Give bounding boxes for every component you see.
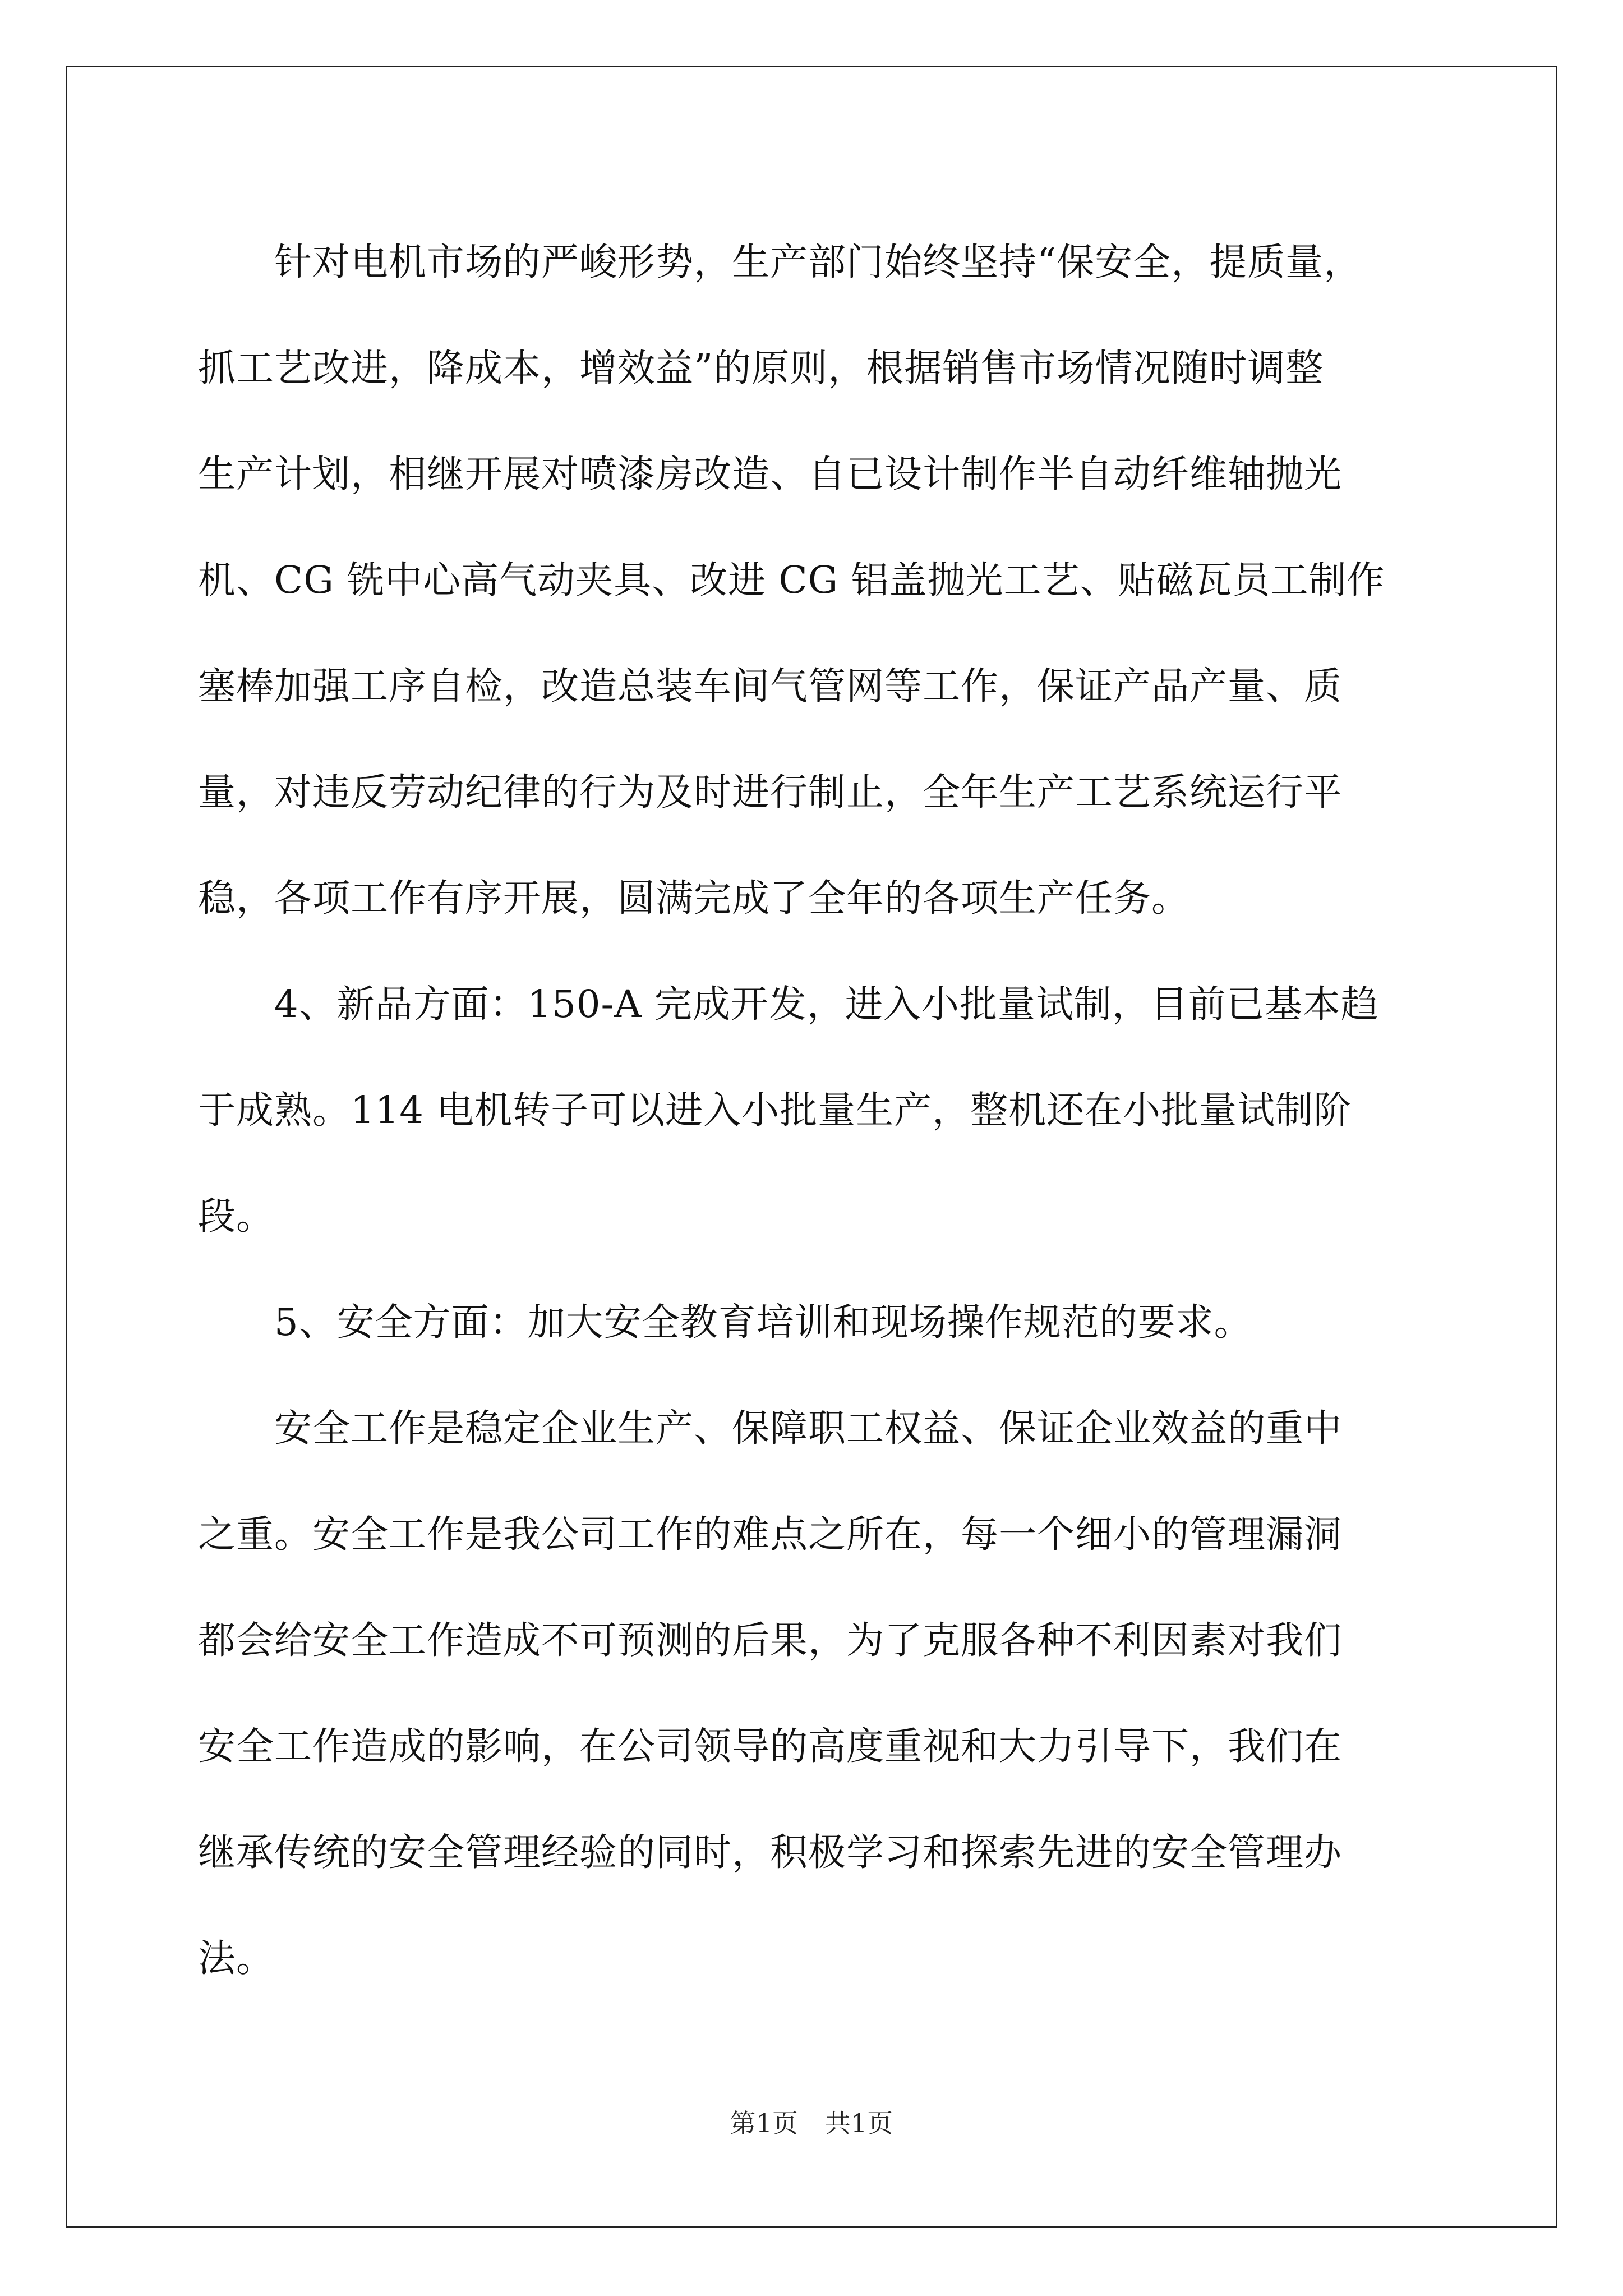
text-line: 量，对违反劳动纪律的行为及时进行制止，全年生产工艺系统运行平 xyxy=(198,770,1342,814)
text-line: 安全工作是稳定企业生产、保障职工权益、保证企业效益的重中 xyxy=(274,1406,1342,1450)
text-line: 4、新品方面：150-A 完成开发，进入小批量试制，目前已基本趋 xyxy=(274,982,1379,1026)
page-number: 第1页 xyxy=(730,2108,798,2138)
page-total: 共1页 xyxy=(825,2108,893,2138)
text-line: 都会给安全工作造成不可预测的后果，为了克服各种不利因素对我们 xyxy=(198,1618,1342,1662)
text-line: 针对电机市场的严峻形势，生产部门始终坚持“保安全，提质量， xyxy=(274,240,1362,284)
text-line: 法。 xyxy=(198,1936,274,1980)
text-line: 塞棒加强工序自检，改造总装车间气管网等工作，保证产品产量、质 xyxy=(198,664,1342,708)
text-line: 5、安全方面：加大安全教育培训和现场操作规范的要求。 xyxy=(274,1300,1252,1344)
text-line: 稳，各项工作有序开展，圆满完成了全年的各项生产任务。 xyxy=(198,876,1189,920)
text-line: 安全工作造成的影响，在公司领导的高度重视和大力引导下，我们在 xyxy=(198,1724,1342,1768)
text-line: 生产计划，相继开展对喷漆房改造、自已设计制作半自动纤维轴抛光 xyxy=(198,452,1342,496)
text-line: 之重。安全工作是我公司工作的难点之所在，每一个细小的管理漏洞 xyxy=(198,1512,1342,1556)
paragraph-new-products xyxy=(198,951,1432,1269)
paragraph-safety xyxy=(198,1375,1432,2012)
paragraph-production xyxy=(198,209,1432,951)
page-footer xyxy=(0,2106,1623,2140)
text-line: 于成熟。114 电机转子可以进入小批量生产，整机还在小批量试制阶 xyxy=(198,1088,1352,1132)
text-line: 继承传统的安全管理经验的同时，积极学习和探索先进的安全管理办 xyxy=(198,1830,1342,1874)
text-line: 抓工艺改进，降成本，增效益”的原则，根据销售市场情况随时调整 xyxy=(198,346,1324,390)
paragraph-safety-heading xyxy=(198,1269,1432,1375)
text-line: 段。 xyxy=(198,1194,274,1238)
document-body xyxy=(198,209,1432,2012)
text-line: 机、CG 铣中心高气动夹具、改进 CG 铝盖抛光工艺、贴磁瓦员工制作 xyxy=(198,558,1385,602)
